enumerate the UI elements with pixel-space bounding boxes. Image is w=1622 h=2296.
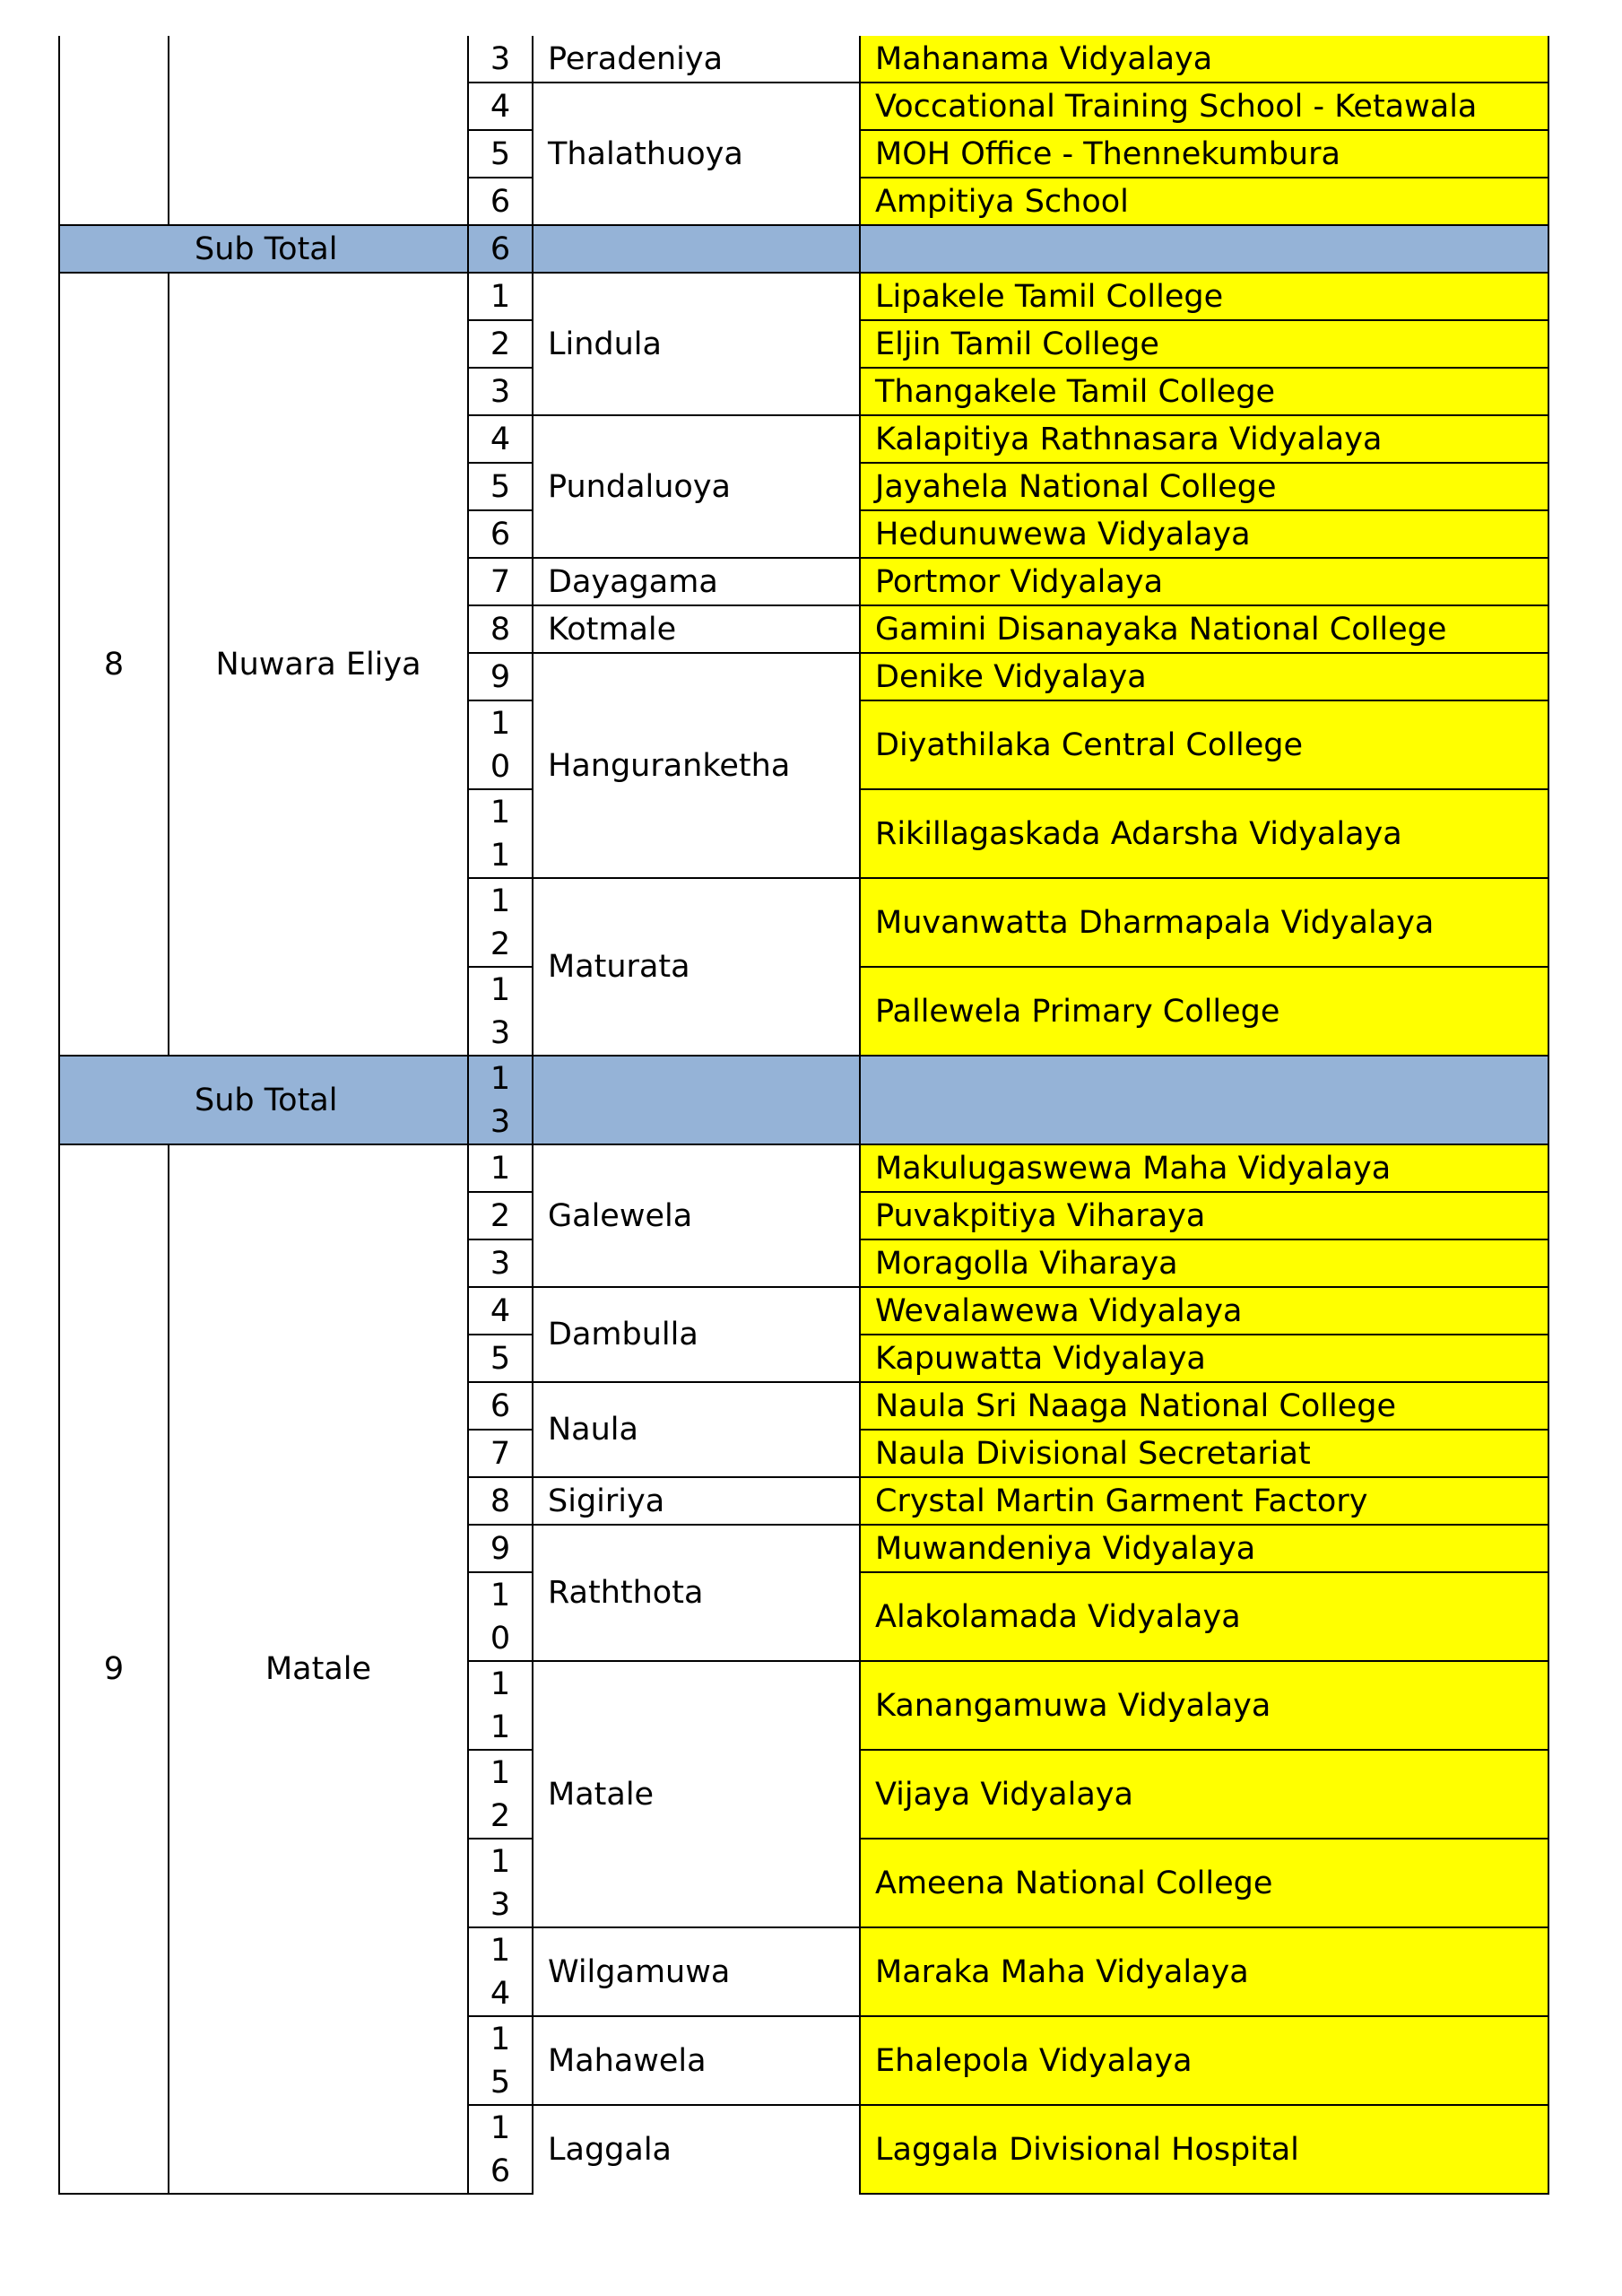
division-name: Dayagama: [533, 558, 860, 605]
row-number-digit: 1: [490, 2021, 511, 2057]
row-number: 4: [468, 83, 533, 130]
district-name: Matale: [169, 1144, 468, 2194]
table-row: [59, 36, 1548, 83]
division-name: Mahawela: [533, 2016, 860, 2105]
location-name: Maraka Maha Vidyalaya: [860, 1927, 1548, 2016]
division-name: Peradeniya: [533, 36, 860, 83]
row-number: [468, 2105, 533, 2194]
subtotal-blank: [533, 1056, 860, 1144]
location-name: Mahanama Vidyalaya: [860, 36, 1548, 83]
location-name: Diyathilaka Central College: [860, 700, 1548, 789]
row-number: 2: [468, 1192, 533, 1239]
subtotal-digit: 1: [490, 1060, 511, 1097]
division-name: Maturata: [533, 878, 860, 1056]
row-number: 5: [468, 1335, 533, 1382]
location-name: Kanangamuwa Vidyalaya: [860, 1661, 1548, 1750]
location-name: Vijaya Vidyalaya: [860, 1750, 1548, 1839]
row-number: 6: [468, 1382, 533, 1430]
location-name: Ameena National College: [860, 1839, 1548, 1927]
location-name: Kapuwatta Vidyalaya: [860, 1335, 1548, 1382]
location-name: Puvakpitiya Viharaya: [860, 1192, 1548, 1239]
row-number: 8: [468, 1477, 533, 1525]
division-name: Raththota: [533, 1525, 860, 1661]
subtotal-digit: 3: [490, 1103, 511, 1140]
division-name: Naula: [533, 1382, 860, 1477]
district-name-cell: [169, 36, 468, 225]
location-name: Crystal Martin Garment Factory: [860, 1477, 1548, 1525]
subtotal-count: [468, 1056, 533, 1144]
district-number: 8: [59, 273, 169, 1056]
row-number-digit: 1: [490, 1843, 511, 1880]
location-name: Thangakele Tamil College: [860, 368, 1548, 415]
row-number: 5: [468, 130, 533, 178]
location-name: Rikillagaskada Adarsha Vidyalaya: [860, 789, 1548, 878]
row-number: [468, 1750, 533, 1839]
row-number: 1: [468, 1144, 533, 1192]
row-number-digit: 1: [490, 1665, 511, 1702]
row-number-digit: 1: [490, 971, 511, 1008]
row-number: [468, 1927, 533, 2016]
division-name: Sigiriya: [533, 1477, 860, 1525]
location-name: Ehalepola Vidyalaya: [860, 2016, 1548, 2105]
division-name: Pundaluoya: [533, 415, 860, 558]
row-number-digit: 6: [490, 2152, 511, 2189]
row-number: 1: [468, 273, 533, 320]
subtotal-blank: [860, 1056, 1548, 1144]
division-name: Thalathuoya: [533, 83, 860, 225]
district-number-cell: [59, 36, 169, 225]
row-number: 9: [468, 653, 533, 700]
location-name: Laggala Divisional Hospital: [860, 2105, 1548, 2194]
location-table: [58, 36, 1549, 2195]
row-number-digit: 0: [490, 748, 511, 785]
row-number: [468, 2016, 533, 2105]
subtotal-blank: [860, 225, 1548, 273]
row-number-digit: 2: [490, 926, 511, 962]
division-name: Dambulla: [533, 1287, 860, 1382]
row-number: 6: [468, 510, 533, 558]
location-name: Pallewela Primary College: [860, 967, 1548, 1056]
row-number: 8: [468, 605, 533, 653]
row-number-digit: 2: [490, 1797, 511, 1834]
row-number: [468, 1661, 533, 1750]
row-number: [468, 878, 533, 967]
subtotal-label: Sub Total: [59, 1056, 468, 1144]
row-number-digit: 1: [490, 883, 511, 919]
division-name: Kotmale: [533, 605, 860, 653]
row-number-digit: 0: [490, 1620, 511, 1657]
location-name: Denike Vidyalaya: [860, 653, 1548, 700]
row-number-digit: 1: [490, 794, 511, 831]
location-name: Ampitiya School: [860, 178, 1548, 225]
row-number: [468, 700, 533, 789]
location-name: Makulugaswewa Maha Vidyalaya: [860, 1144, 1548, 1192]
location-name: Muvanwatta Dharmapala Vidyalaya: [860, 878, 1548, 967]
division-name: Galewela: [533, 1144, 860, 1287]
row-number: [468, 967, 533, 1056]
row-number: 3: [468, 368, 533, 415]
location-name: Lipakele Tamil College: [860, 273, 1548, 320]
division-name: Wilgamuwa: [533, 1927, 860, 2016]
location-name: MOH Office - Thennekumbura: [860, 130, 1548, 178]
location-name: Jayahela National College: [860, 463, 1548, 510]
location-name: Eljin Tamil College: [860, 320, 1548, 368]
row-number-digit: 5: [490, 2064, 511, 2100]
row-number: 7: [468, 558, 533, 605]
location-name: Naula Sri Naaga National College: [860, 1382, 1548, 1430]
location-name: Portmor Vidyalaya: [860, 558, 1548, 605]
row-number: 4: [468, 1287, 533, 1335]
row-number-digit: 1: [490, 837, 511, 874]
district-number: 9: [59, 1144, 169, 2194]
division-name: Matale: [533, 1661, 860, 1927]
row-number-digit: 1: [490, 1709, 511, 1745]
row-number: [468, 789, 533, 878]
location-name: Hedunuwewa Vidyalaya: [860, 510, 1548, 558]
location-name: Naula Divisional Secretariat: [860, 1430, 1548, 1477]
location-name: Alakolamada Vidyalaya: [860, 1572, 1548, 1661]
table-row: [59, 1144, 1548, 1192]
location-name: Muwandeniya Vidyalaya: [860, 1525, 1548, 1572]
row-number: 5: [468, 463, 533, 510]
row-number: 7: [468, 1430, 533, 1477]
subtotal-count: 6: [468, 225, 533, 273]
row-number-digit: 3: [490, 1886, 511, 1923]
row-number: [468, 1572, 533, 1661]
location-name: Moragolla Viharaya: [860, 1239, 1548, 1287]
row-number: 6: [468, 178, 533, 225]
location-name: Wevalawewa Vidyalaya: [860, 1287, 1548, 1335]
row-number: 2: [468, 320, 533, 368]
row-number-digit: 3: [490, 1014, 511, 1051]
location-name: Kalapitiya Rathnasara Vidyalaya: [860, 415, 1548, 463]
row-number: 9: [468, 1525, 533, 1572]
row-number-digit: 1: [490, 1577, 511, 1613]
subtotal-row: [59, 1056, 1548, 1144]
row-number: 3: [468, 1239, 533, 1287]
subtotal-blank: [533, 225, 860, 273]
location-name: Gamini Disanayaka National College: [860, 605, 1548, 653]
row-number: 4: [468, 415, 533, 463]
division-name: Lindula: [533, 273, 860, 415]
division-name: Laggala: [533, 2105, 860, 2194]
row-number-digit: 1: [490, 1932, 511, 1969]
district-name: Nuwara Eliya: [169, 273, 468, 1056]
table-row: [59, 273, 1548, 320]
row-number-digit: 4: [490, 1975, 511, 2012]
row-number: [468, 1839, 533, 1927]
subtotal-row: [59, 225, 1548, 273]
division-name: Hanguranketha: [533, 653, 860, 878]
row-number-digit: 1: [490, 2109, 511, 2146]
location-name: Voccational Training School - Ketawala: [860, 83, 1548, 130]
subtotal-label: Sub Total: [59, 225, 468, 273]
row-number: 3: [468, 36, 533, 83]
row-number-digit: 1: [490, 705, 511, 742]
row-number-digit: 1: [490, 1754, 511, 1791]
